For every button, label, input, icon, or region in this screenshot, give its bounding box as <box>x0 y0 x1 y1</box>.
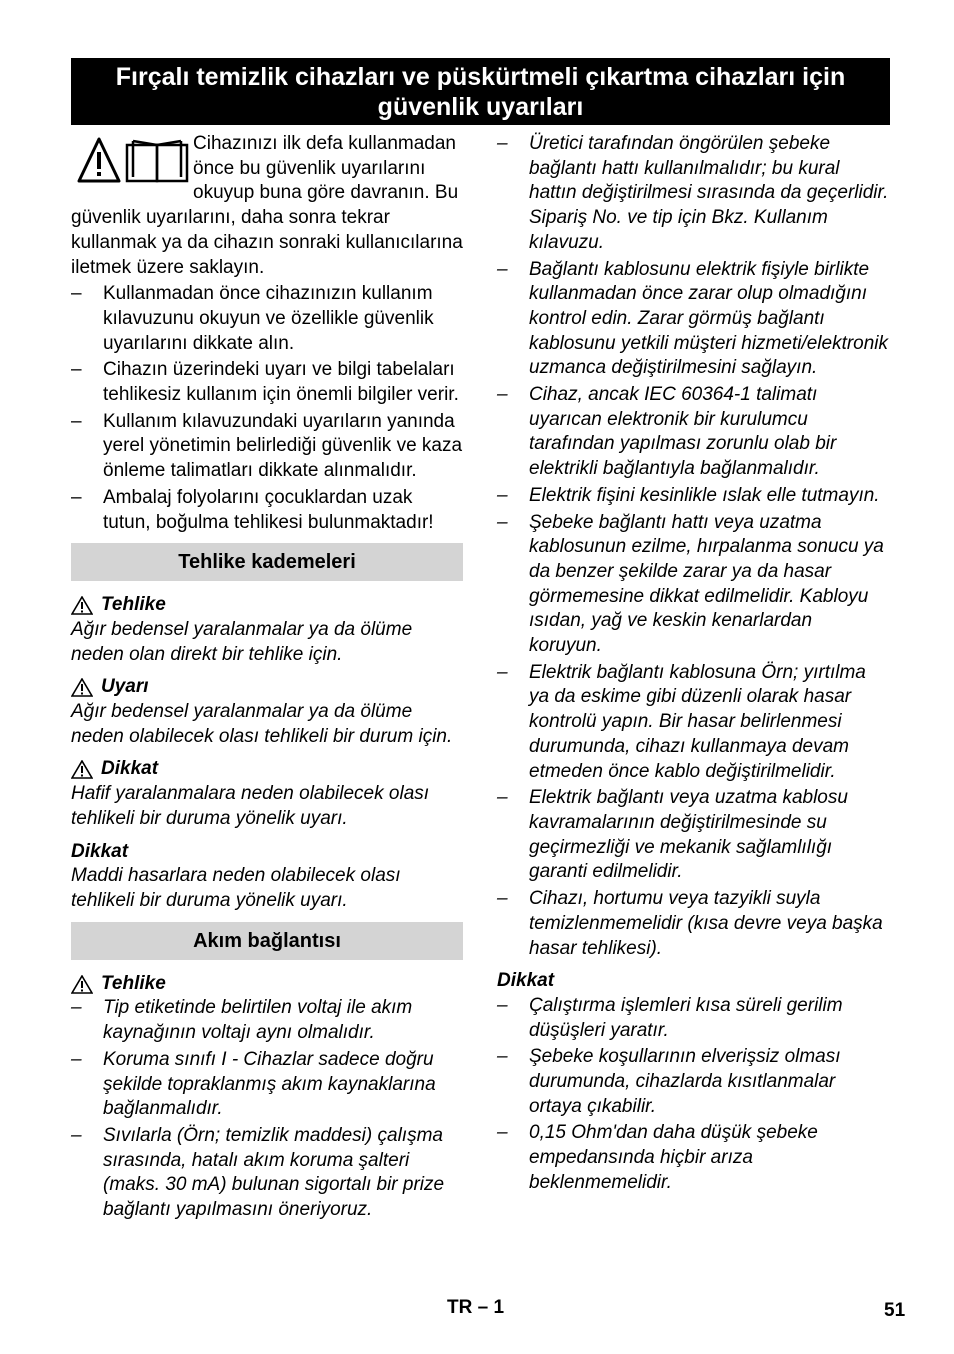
level-description: Ağır bedensel yaralanmalar ya da ölüme neden olan direkt bir tehlike için. <box>71 618 413 665</box>
warning-triangle-icon <box>79 139 119 181</box>
list-item: – Cihazı, hortumu veya tazyikli suyla temizlenmemelidir (kısa devre veya başka hasar tehlikesi). <box>497 887 890 961</box>
page-title: Fırçalı temizlik cihazları ve püskürtmeli çıkartma cihazları için güvenlik uyarıları <box>71 58 890 125</box>
level-label: Uyarı <box>101 676 149 698</box>
intro-text: Cihazınızı ilk defa kullanmadan önce bu güvenlik uyarılarını okuyup buna göre davranın. Bu güvenlik uyarılarını, daha sonra tekrar kullanmak ya da cihazın sonraki kullanıcılarına iletmek üzere saklayın. <box>71 133 463 278</box>
intro-list <box>71 282 463 535</box>
list-item: – Elektrik fişini kesinlikle ıslak elle tutmayın. <box>497 484 890 509</box>
list-item: – Bağlantı kablosunu elektrik fişiyle birlikte kullanmadan önce zarar olup olmadığını kontrol edin. Zarar görmüş bağlantı kablosunu yetkili müşteri hizmeti/elektronik uzmanca değiştirilmesini sağlayın. <box>497 258 890 382</box>
level-label: Dikkat <box>101 758 159 780</box>
list-item: – Ambalaj folyolarını çocuklardan uzak tutun, boğulma tehlikesi bulunmaktadır! <box>71 486 463 535</box>
warning-manual-icon <box>77 137 189 185</box>
warning-triangle-icon <box>71 678 93 697</box>
warning-triangle-icon <box>71 760 93 779</box>
list-item: – Şebeke bağlantı hattı veya uzatma kablosunun ezilme, hırpalanma sonucu ya da benzer şekilde zarar ya da hasar görmemesine dikkat edilmelidir. Kabloyu ısıdan, yağ ve keskin kenarlardan koruyun. <box>497 511 890 659</box>
level-description: Ağır bedensel yaralanmalar ya da ölüme neden olabilecek olası tehlikeli bir durum için. <box>71 701 453 747</box>
manual-book-icon <box>127 141 187 181</box>
list-item: – Cihaz, ancak IEC 60364-1 talimatı uyarıcan elektronik bir kurulumcu tarafından yapılması zorunlu olab bir elektrikli bağlantıyla bağlanmalıdır. <box>497 383 890 482</box>
list-item: – Sıvılarla (Örn; temizlik maddesi) çalışma sırasında, hatalı akım koruma şalteri (maks. 30 mA) bulunan sigortalı bir prize bağlantı yapılmasını öneriyoruz. <box>71 1124 463 1223</box>
left-column <box>71 132 463 1225</box>
list-item: – Kullanım kılavuzundaki uyarıların yanında yerel yönetimin belirlediği güvenlik ve kaza önleme talimatları dikkate alınmalıdır. <box>71 410 463 484</box>
list-item: – Cihazın üzerindeki uyarı ve bilgi tabelaları tehlikesiz kullanım için önemli bilgiler verir. <box>71 358 463 407</box>
power-dikkat-list <box>497 994 890 1196</box>
list-item: – Üretici tarafından öngörülen şebeke bağlantı hattı kullanılmalıdır; bu kural hattın değiştirilmesi sırasında da geçerlidir. Sipariş No. ve tip için Bkz. Kullanım kılavuzu. <box>497 132 890 256</box>
level-dikkat-material <box>71 840 463 865</box>
list-item: – Şebeke koşullarının elverişsiz olması durumunda, cihazlarda kısıtlanmalar ortaya çıkabilir. <box>497 1045 890 1119</box>
level-description: Hafif yaralanmalara neden olabilecek olası tehlikeli bir duruma yönelik uyarı. <box>71 783 430 829</box>
level-dikkat <box>71 757 463 782</box>
list-item: – Kullanmadan önce cihazınızın kullanım kılavuzunu okuyun ve özellikle güvenlik uyarılarını dikkate alın. <box>71 282 463 356</box>
power-dikkat <box>497 969 890 994</box>
footer-section-code: TR – 1 <box>447 1297 505 1318</box>
list-item: – Elektrik bağlantı veya uzatma kablosu kavramalarının değiştirilmesinde su geçirmezliği ve mekanik sağlamlılığı garanti edilmelidir. <box>497 786 890 885</box>
level-label: Dikkat <box>497 970 555 992</box>
level-label: Dikkat <box>71 840 129 862</box>
level-label: Tehlike <box>101 594 166 616</box>
level-tehlike <box>71 593 463 618</box>
list-item: – Çalıştırma işlemleri kısa süreli gerilim düşüşleri yaratır. <box>497 994 890 1043</box>
list-item: – 0,15 Ohm'dan daha düşük şebeke empedansında hiçbir arıza beklenmemelidir. <box>497 1121 890 1195</box>
list-item: – Elektrik bağlantı kablosuna Örn; yırtılma ya da eskime gibi düzenli olarak hasar kontrolü yapın. Bir hasar belirlenmesi durumunda, cihazı kullanmaya devam etmeden önce kablo değiştirilmelidir. <box>497 661 890 785</box>
power-list-left <box>71 996 463 1222</box>
level-uyari <box>71 675 463 700</box>
power-tehlike <box>71 972 463 997</box>
warning-triangle-icon <box>71 596 93 615</box>
warning-triangle-icon <box>71 975 93 994</box>
page-number: 51 <box>884 1300 906 1321</box>
right-column <box>497 132 890 1198</box>
list-item: – Tip etiketinde belirtilen voltaj ile akım kaynağının voltajı aynı olmalıdır. <box>71 996 463 1045</box>
power-list-right <box>497 132 890 961</box>
list-item: – Koruma sınıfı I - Cihazlar sadece doğru şekilde topraklanmış akım kaynaklarına bağlanmalıdır. <box>71 1048 463 1122</box>
section-heading-power: Akım bağlantısı <box>71 922 463 960</box>
level-description: Maddi hasarlara neden olabilecek olası tehlikeli bir duruma yönelik uyarı. <box>71 865 401 911</box>
section-heading-levels: Tehlike kademeleri <box>71 543 463 581</box>
level-label: Tehlike <box>101 972 166 994</box>
